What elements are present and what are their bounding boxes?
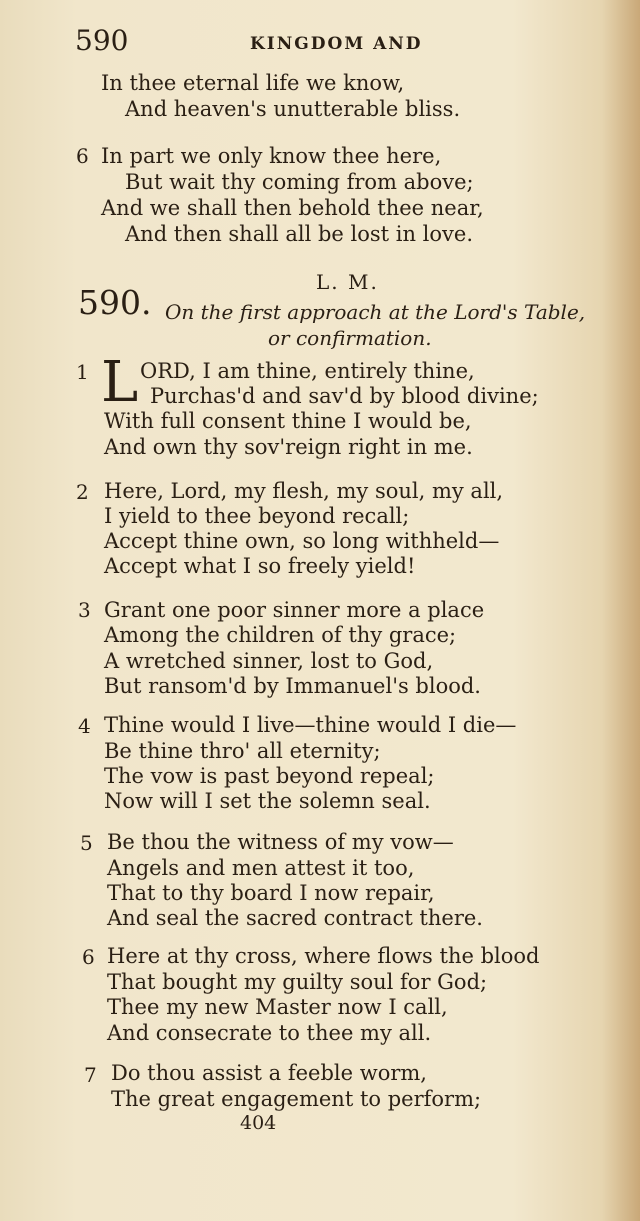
verse-line: Accept thine own, so long withheld— [104,529,500,553]
drop-cap: L [101,350,139,415]
verse-line: Be thine thro' all eternity; [104,739,381,763]
verse-line: But wait thy coming from above; [125,170,474,194]
verse-line: That to thy board I now repair, [107,881,435,905]
hymn-subtitle: or confirmation. [268,326,432,350]
verse-line: Angels and men attest it too, [107,856,415,880]
hymn-subtitle: On the first approach at the Lord's Table, [165,300,586,324]
verse-line: A wretched sinner, lost to God, [104,649,434,673]
signature-number: 404 [240,1112,277,1134]
verse-line: Here, Lord, my flesh, my soul, my all, [104,479,504,503]
verse-number: 5 [80,831,93,855]
verse-line: Do thou assist a feeble worm, [111,1061,427,1085]
verse-number: 6 [82,945,95,969]
verse-number: 2 [76,480,89,504]
verse-line: Here at thy cross, where flows the blood [107,944,540,968]
verse-line: Among the children of thy grace; [104,623,457,647]
verse-number: 1 [76,360,89,384]
verse-line: And seal the sacred contract there. [107,906,483,930]
verse-line: That bought my guilty soul for God; [107,970,488,994]
verse-number: 7 [84,1063,97,1087]
hymn-number: 590. [78,283,152,322]
hymn-meter: L. M. [316,270,379,294]
verse-line: And own thy sov'reign right in me. [104,435,473,459]
verse-line: And then shall all be lost in love. [125,222,473,246]
verse-line: And we shall then behold thee near, [101,196,484,220]
verse-line: Purchas'd and sav'd by blood divine; [150,384,539,408]
verse-line: And consecrate to thee my all. [107,1021,432,1045]
verse-line: The great engagement to perform; [111,1087,482,1111]
verse-line: And heaven's unutterable bliss. [125,97,461,121]
page-header [75,22,610,62]
verse-line: In thee eternal life we know, [101,71,405,95]
verse-line: Be thou the witness of my vow— [107,830,454,854]
verse-line: Accept what I so freely yield! [104,554,416,578]
page-number: 590 [75,24,129,57]
verse-line: Thee my new Master now I call, [107,995,448,1019]
running-title: KINGDOM AND [250,34,423,54]
verse-line: But ransom'd by Immanuel's blood. [104,674,481,698]
verse-line: With full consent thine I would be, [104,409,472,433]
verse-line: Now will I set the solemn seal. [104,789,431,813]
verse-line: Thine would I live—thine would I die— [104,713,517,737]
verse-line: In part we only know thee here, [101,144,442,168]
verse-line: I yield to thee beyond recall; [104,504,410,528]
verse-line: ORD, I am thine, entirely thine, [140,359,475,383]
verse-line: Grant one poor sinner more a place [104,598,485,622]
verse-number: 6 [76,144,89,168]
verse-number: 3 [78,598,91,622]
verse-number: 4 [78,714,91,738]
verse-line: The vow is past beyond repeal; [104,764,435,788]
